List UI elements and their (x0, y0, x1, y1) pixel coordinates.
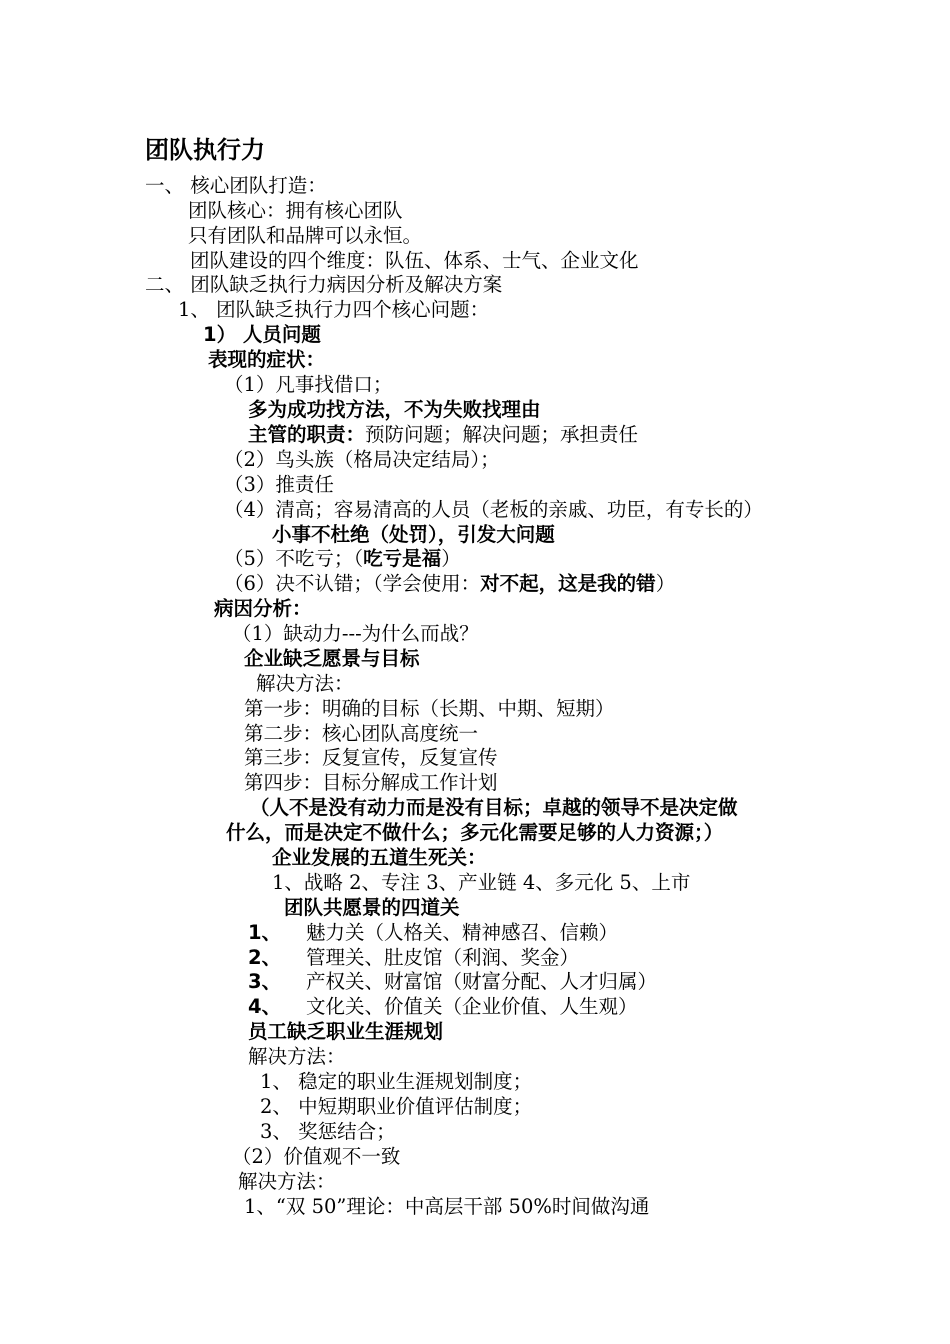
bold-heading: 团队共愿景的四道关 (284, 896, 460, 919)
step-line: 第二步：核心团队高度统一 (244, 722, 479, 745)
list-item: （1）凡事找借口； (224, 373, 393, 396)
item-text: 管理关、肚皮馆（利润、奖金） (306, 946, 580, 969)
step-line: 第三步：反复宣传，反复宣传 (244, 746, 498, 769)
numbered-item (248, 995, 638, 1019)
numbered-item (248, 946, 579, 970)
bold-line: 多为成功找方法，不为失败找理由 (248, 398, 541, 421)
text-line: 1、“双 50”理论：中高层干部 50%时间做沟通 (244, 1195, 650, 1218)
numbered-item: 1、 稳定的职业生涯规划制度； (260, 1070, 533, 1093)
inline-text: ） (441, 547, 461, 570)
inline-text: 预防问题；解决问题；承担责任 (365, 423, 639, 446)
item-number: 1、 (248, 921, 282, 944)
bold-text: 吃亏是福 (363, 547, 442, 570)
numbered-item (248, 970, 657, 994)
text-line: 解决方法： (238, 1170, 336, 1193)
text-line: 团队建设的四个维度：队伍、体系、士气、企业文化 (190, 249, 639, 272)
item-text: 魅力关（人格关、精神感召、信赖） (306, 921, 619, 944)
item-text: 产权关、财富馆（财富分配、人才归属） (306, 970, 658, 993)
list-item: （4）清高；容易清高的人员（老板的亲戚、功臣，有专长的） (224, 498, 763, 521)
list-item: （2）鸟头族（格局决定结局）； (224, 448, 500, 471)
document-title: 团队执行力 (145, 136, 265, 164)
section-heading-1: 一、 核心团队打造： (145, 174, 327, 197)
bold-label: 主管的职责： (248, 423, 366, 446)
item-text: 文化关、价值关（企业价值、人生观） (306, 995, 638, 1018)
bold-heading: 企业缺乏愿景与目标 (244, 647, 420, 670)
list-item: （2）价值观不一致 (232, 1145, 401, 1168)
text-line (248, 423, 638, 447)
text-line: 团队核心：拥有核心团队 (188, 199, 403, 222)
step-line: 第一步：明确的目标（长期、中期、短期） (244, 697, 615, 720)
numbered-item: 3、 奖惩结合； (260, 1120, 396, 1143)
bold-line: （人不是没有动力而是没有目标；卓越的领导不是决定做 (250, 796, 738, 819)
bold-line: 小事不杜绝（处罚），引发大问题 (272, 523, 555, 546)
item-number: 2、 (248, 946, 282, 969)
numbered-item (248, 921, 618, 945)
section-heading-2: 二、 团队缺乏执行力病因分析及解决方案 (145, 273, 503, 296)
list-item: （3）推责任 (224, 473, 334, 496)
bold-heading: 1） 人员问题 (203, 323, 321, 346)
inline-text: ） (655, 572, 676, 595)
bold-heading: 员工缺乏职业生涯规划 (248, 1020, 444, 1043)
bold-text: 对不起，这是我的错 (480, 572, 656, 595)
inline-text: （6）决不认错；（学会使用： (224, 572, 481, 595)
subsection-heading: 1、 团队缺乏执行力四个核心问题： (178, 298, 490, 321)
item-number: 3、 (248, 970, 282, 993)
item-number: 4、 (248, 995, 282, 1018)
text-line: 解决方法： (248, 1045, 346, 1068)
text-line: 解决方法： (256, 672, 354, 695)
bold-heading: 企业发展的五道生死关： (272, 846, 487, 869)
numbered-item: 2、 中短期职业价值评估制度； (260, 1095, 533, 1118)
bold-line: 什么，而是决定不做什么；多元化需要足够的人力资源；） (226, 821, 724, 844)
list-item (224, 572, 675, 596)
step-line: 第四步：目标分解成工作计划 (244, 771, 498, 794)
bold-heading: 病因分析： (214, 597, 312, 620)
list-item (224, 547, 461, 571)
text-line: 只有团队和品牌可以永恒。 (188, 224, 423, 247)
bold-heading: 表现的症状： (208, 348, 326, 371)
list-item: （1）缺动力---为什么而战？ (232, 622, 479, 645)
text-line: 1、战略 2、专注 3、产业链 4、多元化 5、上市 (272, 871, 691, 894)
inline-text: （5）不吃亏；（ (224, 547, 364, 570)
